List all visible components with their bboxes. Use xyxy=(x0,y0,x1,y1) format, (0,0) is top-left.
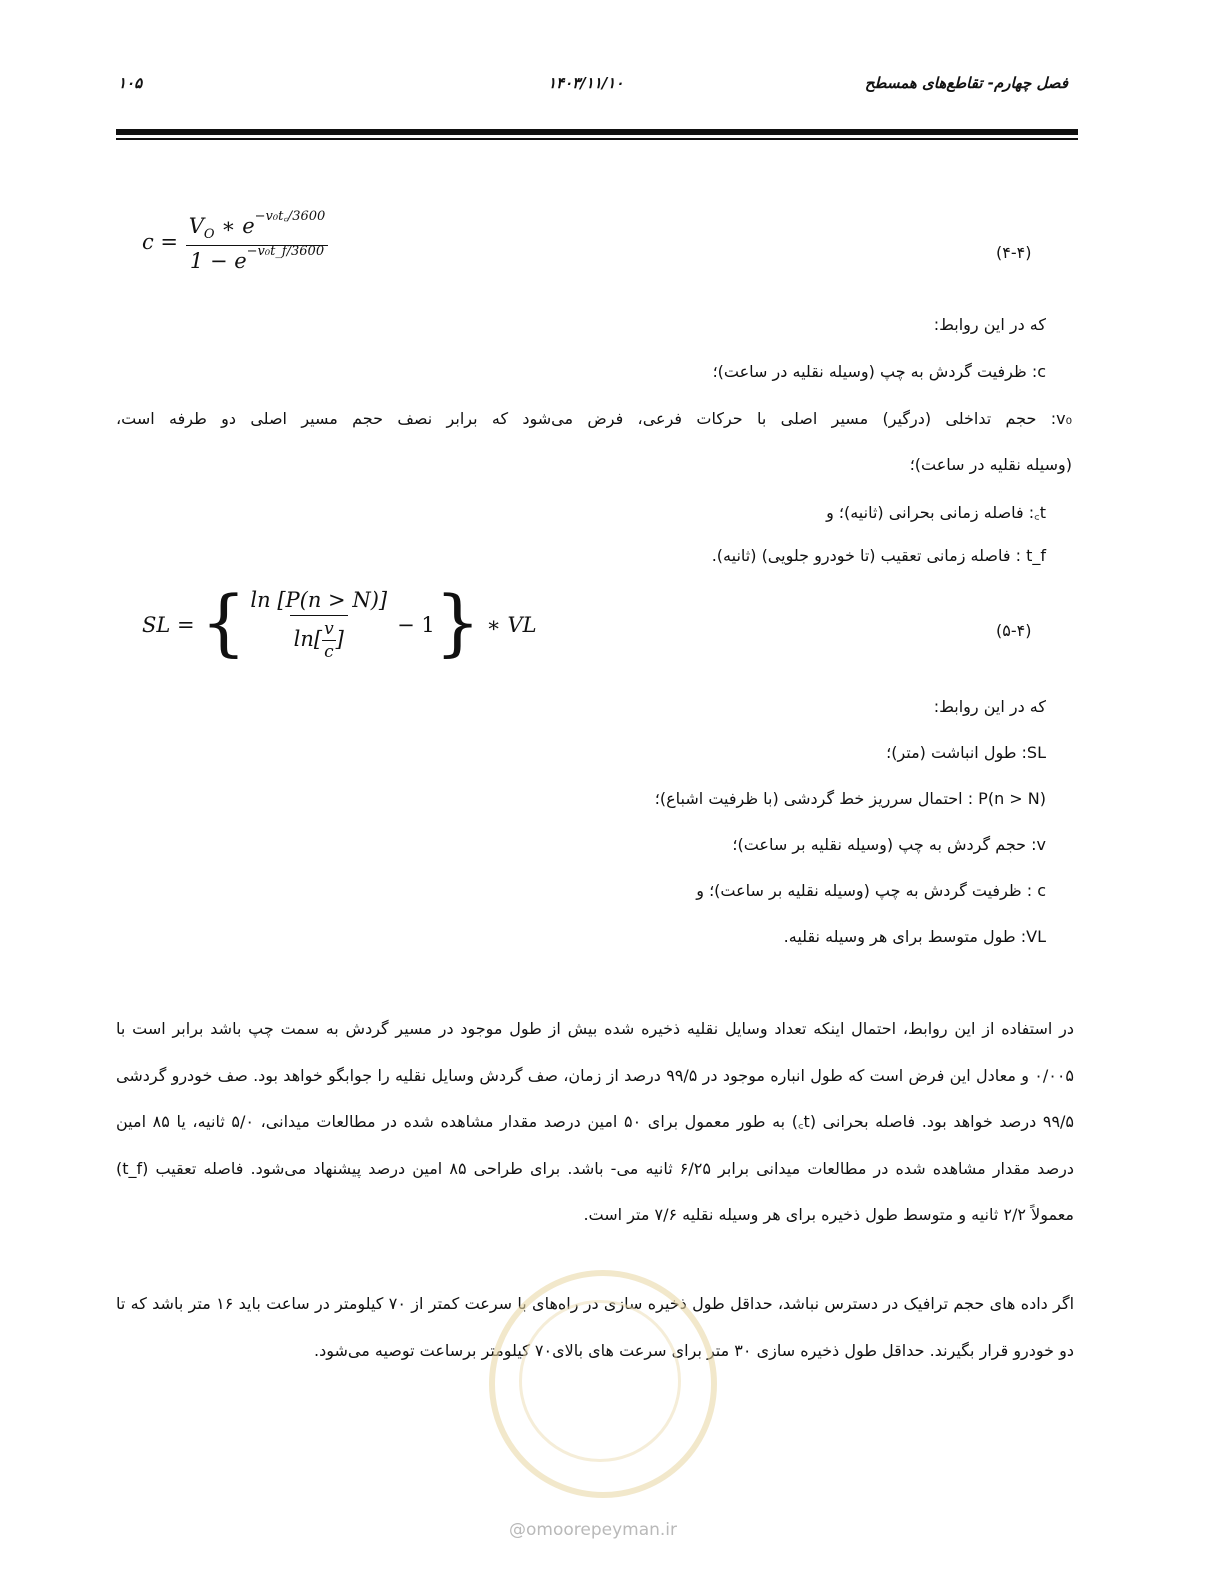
watermark-seal-inner xyxy=(519,1300,681,1462)
numerator-v: V xyxy=(188,214,204,238)
definition-item: c: ظرفیت گردش به چپ (وسیله نقلیه در ساعت)؛ xyxy=(712,362,1046,381)
denominator-base: 1 − e xyxy=(189,249,247,274)
v-over-c-den: c xyxy=(324,642,334,662)
definitions-intro: که در این روابط: xyxy=(933,697,1046,716)
denominator-ln: ln[ xyxy=(293,627,323,651)
definition-item: t_f : فاصله زمانی تعقیب (تا خودرو جلویی) (ثانیه). xyxy=(711,546,1046,565)
numerator-op: ∗ e xyxy=(214,214,255,238)
storage-equation-rhs: ∗ VL xyxy=(486,613,537,637)
minus-one: − 1 xyxy=(397,613,435,637)
numerator-exponent: −v₀t꜀/3600 xyxy=(254,209,326,224)
header-rule-thick xyxy=(116,129,1078,135)
header-rule-thin xyxy=(116,138,1078,140)
capacity-equation xyxy=(142,209,329,274)
v-over-c-num: v xyxy=(324,619,334,639)
header-date: ۱۴۰۳/۱۱/۱۰ xyxy=(548,74,624,92)
capacity-fraction xyxy=(185,209,330,274)
v-over-c-fraction xyxy=(322,619,336,662)
body-paragraph: اگر داده های حجم ترافیک در دسترس نباشد، حداقل طول ذخیره سازی در راه‌های با سرعت کمتر از ۷۰ کیلومتر در ساعت باید ۱۶ متر باشد که تا دو خودرو قرار بگیرند. حداقل طول ذخیره سازی ۳۰ متر برای سرعت های بالای۷۰ کیلومتر برساعت توصیه می‌شود. xyxy=(116,1294,1075,1360)
capacity-denominator xyxy=(186,245,328,273)
chapter-title: فصل چهارم- تقاطع‌های همسطح xyxy=(864,74,1068,92)
storage-fraction xyxy=(246,588,391,662)
equation-number-5-4: (۵-۴) xyxy=(996,621,1032,640)
definition-item: c : ظرفیت گردش به چپ (وسیله نقلیه بر ساعت)؛ و xyxy=(696,881,1046,900)
storage-denominator xyxy=(290,615,348,662)
storage-length-equation xyxy=(142,580,537,667)
definitions-intro: که در این روابط: xyxy=(933,315,1046,334)
storage-equation-lhs: SL = xyxy=(142,613,195,637)
storage-numerator: ln [P(n > N)] xyxy=(250,588,388,612)
watermark-url: @omoorepeyman.ir xyxy=(509,1520,678,1540)
denominator-close: ] xyxy=(335,627,344,651)
definition-item: t꜀: فاصله زمانی بحرانی (ثانیه)؛ و xyxy=(826,503,1046,522)
definition-item: VL: طول متوسط برای هر وسیله نقلیه. xyxy=(783,927,1046,946)
denominator-exponent: −v₀t_f/3600 xyxy=(246,244,325,260)
left-brace: { xyxy=(200,580,247,664)
definition-item: SL: طول انباشت (متر)؛ xyxy=(886,743,1046,762)
body-paragraph: در استفاده از این روابط، احتمال اینکه تعداد وسایل نقلیه ذخیره شده بیش از طول موجود در مسیر گردش به سمت چپ باشد برابر است با ۰/۰۰۵ و معادل این فرض است که طول انباره موجود در ۹۹/۵ درصد از زمان، صف گردش وسایل نقلیه را جوابگو خواهد بود. صف خودرو گردشی ۹۹/۵ درصد خواهد بود. فاصله بحرانی (t꜀) به طور معمول برای ۵۰ امین درصد مقدار مشاهده شده در مطالعات میدانی، ۵/۰ ثانیه، یا ۸۵ امین درصد مقدار مشاهده شده در مطالعات میدانی برابر ۶/۲۵ ثانیه می- باشد. برای طراحی ۸۵ امین درصد پیشنهاد می‌شود. فاصله تعقیب (t_f) معمولاً ۲/۲ ثانیه و متوسط طول ذخیره برای هر وسیله نقلیه ۷/۶ متر است. xyxy=(116,1019,1075,1224)
capacity-equation-lhs: c = xyxy=(142,230,179,255)
right-brace: } xyxy=(434,580,481,664)
equation-number-4-4: (۴-۴) xyxy=(996,243,1032,262)
capacity-numerator xyxy=(185,209,330,245)
definition-item: (وسیله نقلیه در ساعت)؛ xyxy=(909,455,1072,474)
definition-item: P(n > N) : احتمال سرریز خط گردشی (با ظرفیت اشباع)؛ xyxy=(654,789,1046,808)
numerator-sub: O xyxy=(203,227,215,243)
definition-item: v₀: حجم تداخلی (درگیر) مسیر اصلی با حرکات فرعی، فرض می‌شود که برابر نصف حجم مسیر اصلی دو طرفه است، xyxy=(116,409,1072,428)
definition-item: v: حجم گردش به چپ (وسیله نقلیه بر ساعت)؛ xyxy=(732,835,1046,854)
page-number: ۱۰۵ xyxy=(118,74,143,92)
